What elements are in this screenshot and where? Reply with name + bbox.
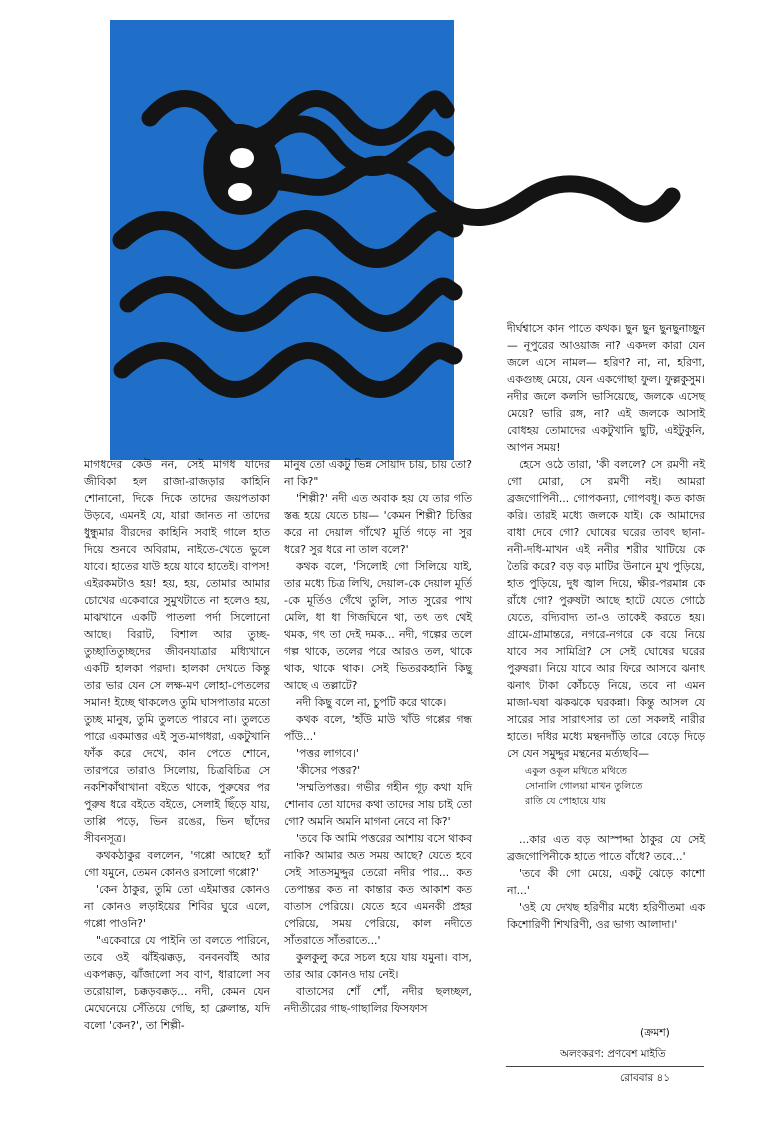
article-column-2 <box>284 456 472 1017</box>
footer-divider <box>506 1066 704 1067</box>
paragraph: কুলকুলু করে সচল হয়ে যায় যমুনা। বাস, তার আর কোনও দায় নেই। <box>284 951 472 981</box>
paragraph: 'কেন ঠাকুর, তুমি তো এইমাত্তর কোনও না কোনও লড়াইয়ের শিবির ঘুরে এলে, গপ্পো পাওনি?' <box>84 883 270 930</box>
paragraph: 'কীসের পত্তর?' <box>296 764 361 777</box>
paragraph: কথক বলে, 'সিলোই গো সিলিয়ে যাই, তার মধ্যে চিত্র লিখি, দেয়াল-কে দেয়াল মূর্তি -কে মূর্তিও গেঁথে তুলি, সাত সুরের পাখ মেলি, ধা ধা গিজঘিনে থা, তৎ তৎ থেই থমক, গৎ তা দেই দমক... নদী, গল্পের তলে গল্প থাকে, তলের পরে আরও তল, থাকে থাক, থাকে থাক। সেই ভিতরকহানি কিছু আছে এ তল্লাটে? <box>284 560 472 692</box>
paragraph: 'তবে কী গো মেয়ে, একটু ঝেড়ে কাশো না...' <box>507 867 705 897</box>
paragraph: বাতাসের শোঁ শোঁ, নদীর ছলচ্ছল, নদীতীরের গাছ-গাছালির ফিসফাস <box>284 985 472 1015</box>
article-column-1 <box>84 456 270 1034</box>
paragraph: মানুষ তো একটু ভিন্ন সোয়াদ চায়, চায় তো? না কি?" <box>284 458 472 488</box>
poem-line: একুল ওকূল মথিতে মথিতে <box>525 766 627 777</box>
paragraph: দীর্ঘশ্বাসে কান পাতে কথক। ছুন ছুন ছুনছুনাচ্ছুন— নূপুরের আওয়াজ না? একদল কারা যেন জলে এসে নামল— হরিণ? না, না, হরিণা, একগুচ্ছ মেয়ে, যেন একগোছা ফুল। ফুল্লকুসুম। নদীর জলে কলসি ভাসিয়েছে, জলকে এসেছ মেয়ে? ভারি রঙ্গ, না? এই জলকে আসাই বোধহয় তোমাদের একটুখানি ছুটি, এইটুকুনি, আপন সময়! <box>507 322 705 454</box>
paragraph: 'তবে কি আমি পত্তরের আশায় বসে থাকব নাকি? আমার অত সময় আছে? যেতে হবে সেই সাতসমুদ্দুর তেরো নদীর পার... কত তেপান্তর কত না কান্তার কত আকাশ কত বাতাস পেরিয়ে। যেতে হবে এমনকী প্রহর পেরিয়ে, সময় পেরিয়ে, কাল নদীতে সাঁতরাতে সাঁতরাতে...' <box>284 832 472 947</box>
paragraph: 'ওই যে দেখছ হরিণীর মধ্যে হরিণীতমা এক কিশোরিণী শিখরিণী, ওর ভাগ্য আলাদা।' <box>507 901 705 931</box>
serpent-eye <box>230 148 254 168</box>
paragraph: 'শিল্পী?' নদী এত অবাক হয় যে তার গতি স্তব্ধ হয়ে যেতে চায়— 'কেমন শিল্পী? চিত্তির করে না দেয়াল গাঁথে? মূর্তি গড়ে না সুর ধরে? সুর ধরে না তাল বলে?' <box>284 492 472 556</box>
page-folio: রোববার ৪১ <box>620 1072 671 1084</box>
paragraph: মাগধদের কেউ নন, সেই মাগধ যাদের জীবিকা হল রাজা-রাজড়ার কাহিনি শোনানো, দিকে দিকে তাদের জয়পতাকা উড়বে, এমনই যে, যারা জানত না তাদের ধুন্ধুমার বীরদের কাহিনি সবাই গালে হাত দিয়ে শুনবে অবিরাম, নাইতে-খেতে ভুলে যাবে। হাতের যাউ হয়ে যাবে হাতেই। বাপস! এইরকমটাও হয়! হয়, হয়, তোমার আমার চোখের একেবারে সুমুখটাতে না হলেও হয়, মাঝখানে একটি পাতলা পর্দা সিলোনো আছে। বিরাট, বিশাল আর তুচ্ছ-তুচ্ছাতিতুচ্ছদের জীবনযাত্রার মধ্যিখানে একটি হালকা পরদা। হালকা দেখতে কিন্তু তার ভার যেন সে লক্ষ-মণ লোহা-পেতলের সমান! ইচ্ছে থাকলেও তুমি ঘাসপাতার মতো তুচ্ছ মানুষ, তুমি তুলতে পারবে না। তুলতে পারে একমাত্তর এই সুত-মাগধরা, একটুখানি ফাঁক করে দেখে, কান পেতে শোনে, তারপরে তারাও সিলোয়, চিত্রবিচিত্র সে নকশিকাঁথাখানা বইতে থাকে, পুরুষের পর পুরুষ ধরে বইতে বইতে, সেলাই ছিঁড়ে যায়, তাপ্পি পড়ে, ভিন রঙের, ভিন ছাঁদের সীবনসূত্র। <box>84 458 270 845</box>
paragraph: কথকঠাকুর বললেন, 'গপ্পো আছে? হ্যাঁ গো যমুনে, তেমন কোনও রসালো গপ্পো?' <box>84 849 270 879</box>
poem-excerpt <box>525 764 705 809</box>
paragraph: হেসে ওঠে তারা, 'কী বললে? সে রমণী নই গো মোরা, সে রমণী নই। আমরা ব্রজগোপিনী... গোপকন্যা, গোপবধূ। কত কাজ করি। তারই মধ্যে জলকে যাই। কে আমাদের বাধা দেবে গো? ঘোষের ঘরের তাবৎ ছানা-ননী-দধি-মাখন এই ননীর শরীর খাটিয়ে কে তৈরি করে? বড় বড় মাটির উনানে মুখ পুড়িয়ে, হাত পুড়িয়ে, দুধ জ্বাল দিয়ে, ক্ষীর-পরমান্ন কে রাঁধে গো? পুরুষটা আছে হাটে যেতে গোঠে যেতে, বদ্যিবাদ্য তা-ও তাকেই করতে হয়। গ্রামে-গ্রামান্তরে, নগরে-নগরে কে বয়ে নিয়ে যাবে সব সামিগ্রি? সে সেই ঘোষের ঘরের পুরুষরা। নিয়ে যাবে আর ফিরে আসবে ঝনাৎ ঝনাৎ টাকা কোঁচড়ে নিয়ে, তবে না এমন মাজা-ঘষা ঝকঝকে ঘরকন্না। কিন্তু আসল যে সারের সার সারাৎসার তা তো সকলই নারীর হাতে। দধির মধ্যে মন্থনদাঁড়ি তারে বেড়ে দিড়ে সে যেন সমুদ্দুর মন্থনের মর্ত্যছবি— <box>507 458 705 760</box>
to-be-continued-note: (ক্রমশ) <box>640 1026 670 1039</box>
paragraph: 'সম্মতিপত্তর। গভীর গহীন গূঢ় কথা যদি শোনাব তো যাদের কথা তাদের সায় চাই তো গো? অমনি অমনি মাগনা নেবে না কি?' <box>284 781 472 828</box>
paragraph: কথক বলে, 'হাঁউ মাউ খাঁউ গপ্পের গন্ধ পাঁউ...' <box>284 713 472 743</box>
paragraph: ...কার এত বড় আস্পদ্দা ঠাকুর যে সেই ব্রজগোপিনীকে হাতে পাতে বাঁধে? তবে...' <box>507 833 705 863</box>
article-column-3 <box>507 320 705 933</box>
poem-line: রাতি যে পোহায়ে যায় <box>525 796 607 807</box>
paragraph: নদী কিছু বলে না, চুপটি করে থাকে। <box>296 696 447 709</box>
paragraph: 'পত্তর লাগবে।' <box>296 747 359 760</box>
poem-line: সোনালি গোলয়া মাখন তুলিতে <box>525 781 643 792</box>
serpent-eye <box>228 183 252 201</box>
paragraph: "একেবারে যে পাইনি তা বলতে পারিনে, তবে ওই ঝাঁইঝক্কড়, বনবনবাঁই আর একপক্কড়, ঝাঁজালো সব বাণ, ধারালো সব তরোয়াল, চক্কড়বক্কড়... নদী, কেমন যেন মেঘেনেয়ে সেঁতিয়ে গেছি, হা ক্লেলান্ত, যদি বলো 'কেন?', তা শিল্পী- <box>84 934 270 1032</box>
illustration-credit: অলংকরণ: প্রণবেশ মাইতি <box>560 1048 666 1060</box>
